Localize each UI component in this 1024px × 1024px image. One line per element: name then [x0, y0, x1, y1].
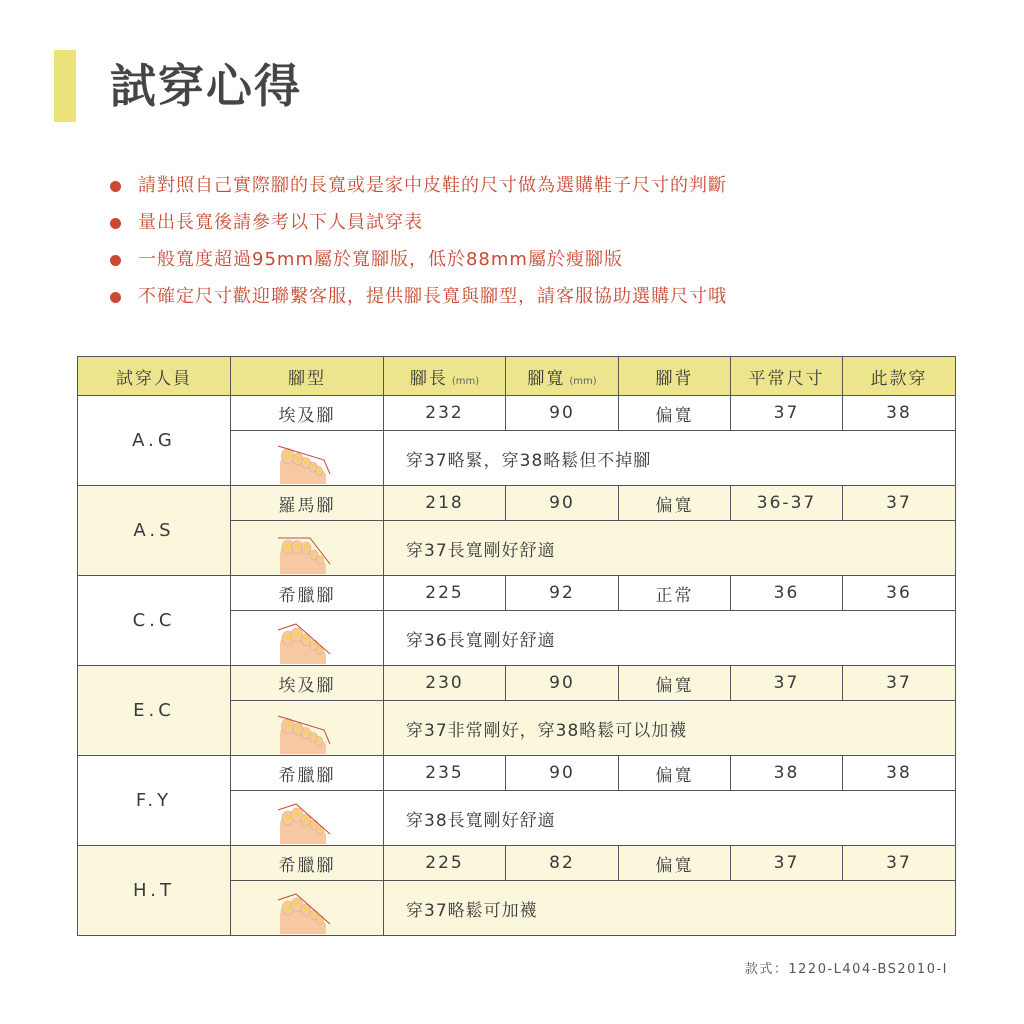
width-cell: 82	[506, 846, 619, 881]
instep-cell: 偏寬	[619, 756, 731, 791]
this-size-cell: 36	[843, 576, 956, 611]
table-row	[78, 666, 956, 701]
tester-name: A.G	[78, 396, 231, 486]
greek-foot-icon	[274, 614, 340, 664]
foot-illustration-cell	[231, 611, 384, 666]
tester-name: A.S	[78, 486, 231, 576]
instep-cell: 偏寬	[619, 666, 731, 701]
foot-type-cell: 希臘腳	[231, 756, 384, 791]
egyptian-foot-icon	[274, 434, 340, 484]
foot-type-cell: 埃及腳	[231, 666, 384, 701]
header-this-size: 此款穿	[843, 357, 956, 396]
this-size-cell: 38	[843, 396, 956, 431]
fitting-table	[77, 356, 956, 936]
title-accent-bar	[54, 50, 76, 122]
usual-size-cell: 37	[731, 846, 843, 881]
length-cell: 235	[384, 756, 506, 791]
table-row	[78, 846, 956, 881]
foot-type-cell: 羅馬腳	[231, 486, 384, 521]
table-row	[78, 396, 956, 431]
this-size-cell: 37	[843, 486, 956, 521]
fit-note: 穿38長寬剛好舒適	[384, 791, 956, 846]
length-cell: 230	[384, 666, 506, 701]
foot-type-cell: 希臘腳	[231, 846, 384, 881]
page-title: 試穿心得	[110, 59, 302, 113]
this-size-cell: 38	[843, 756, 956, 791]
tips-list	[108, 170, 727, 318]
usual-size-cell: 36-37	[731, 486, 843, 521]
list-item: 一般寬度超過95mm屬於寬腳版，低於88mm屬於瘦腳版	[108, 244, 727, 281]
foot-type-cell: 埃及腳	[231, 396, 384, 431]
table-row	[78, 576, 956, 611]
width-cell: 90	[506, 396, 619, 431]
width-cell: 90	[506, 756, 619, 791]
table-row	[78, 756, 956, 791]
list-item: 不確定尺寸歡迎聯繫客服，提供腳長寬與腳型，請客服協助選購尺寸哦	[108, 281, 727, 318]
foot-illustration-cell	[231, 881, 384, 936]
header-foot-type: 腳型	[231, 357, 384, 396]
foot-illustration-cell	[231, 791, 384, 846]
instep-cell: 正常	[619, 576, 731, 611]
tester-name: C.C	[78, 576, 231, 666]
this-size-cell: 37	[843, 666, 956, 701]
header-length: 腳長 (mm)	[384, 357, 506, 396]
greek-foot-icon	[274, 794, 340, 844]
roman-foot-icon	[274, 524, 340, 574]
tester-name: E.C	[78, 666, 231, 756]
header-person: 試穿人員	[78, 357, 231, 396]
egyptian-foot-icon	[274, 704, 340, 754]
bullet-dot-icon	[110, 218, 121, 229]
header-usual-size: 平常尺寸	[731, 357, 843, 396]
list-item: 量出長寬後請參考以下人員試穿表	[108, 207, 727, 244]
foot-type-cell: 希臘腳	[231, 576, 384, 611]
table-header-row	[78, 357, 956, 396]
length-cell: 225	[384, 576, 506, 611]
table-row	[78, 486, 956, 521]
length-cell: 225	[384, 846, 506, 881]
usual-size-cell: 36	[731, 576, 843, 611]
width-cell: 90	[506, 666, 619, 701]
tester-name: H.T	[78, 846, 231, 936]
foot-illustration-cell	[231, 701, 384, 756]
width-cell: 92	[506, 576, 619, 611]
foot-illustration-cell	[231, 521, 384, 576]
bullet-dot-icon	[110, 292, 121, 303]
width-cell: 90	[506, 486, 619, 521]
this-size-cell: 37	[843, 846, 956, 881]
header-width: 腳寬 (mm)	[506, 357, 619, 396]
instep-cell: 偏寬	[619, 846, 731, 881]
length-cell: 232	[384, 396, 506, 431]
fit-note: 穿37非常剛好，穿38略鬆可以加襪	[384, 701, 956, 756]
fit-note: 穿37略緊，穿38略鬆但不掉腳	[384, 431, 956, 486]
fit-note: 穿37略鬆可加襪	[384, 881, 956, 936]
header-instep: 腳背	[619, 357, 731, 396]
usual-size-cell: 37	[731, 666, 843, 701]
list-item: 請對照自己實際腳的長寬或是家中皮鞋的尺寸做為選購鞋子尺寸的判斷	[108, 170, 727, 207]
instep-cell: 偏寬	[619, 486, 731, 521]
model-code: 款式：1220-L404-BS2010-I	[744, 962, 948, 977]
fit-note: 穿37長寬剛好舒適	[384, 521, 956, 576]
fit-note: 穿36長寬剛好舒適	[384, 611, 956, 666]
bullet-dot-icon	[110, 255, 121, 266]
length-cell: 218	[384, 486, 506, 521]
greek-foot-icon	[274, 884, 340, 934]
usual-size-cell: 38	[731, 756, 843, 791]
tester-name: F.Y	[78, 756, 231, 846]
instep-cell: 偏寬	[619, 396, 731, 431]
bullet-dot-icon	[110, 181, 121, 192]
usual-size-cell: 37	[731, 396, 843, 431]
foot-illustration-cell	[231, 431, 384, 486]
